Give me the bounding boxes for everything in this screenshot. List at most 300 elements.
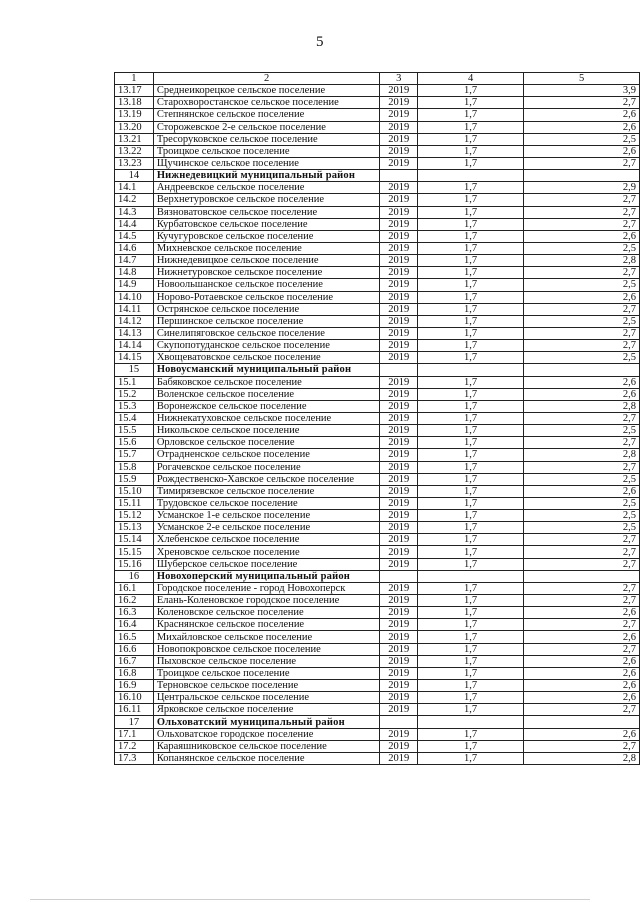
settlement-name-cell: Копанянское сельское поселение [153, 752, 380, 764]
table-row [115, 667, 640, 679]
share-cell: 1,7 [418, 497, 524, 509]
settlement-name-cell: Терновское сельское поселение [153, 680, 380, 692]
table-row [115, 157, 640, 169]
share-cell: 1,7 [418, 437, 524, 449]
share-cell: 1,7 [418, 279, 524, 291]
table-row [115, 303, 640, 315]
settlement-name-cell: Тресоруковское сельское поселение [153, 133, 380, 145]
value-cell: 2,6 [524, 692, 640, 704]
settlement-name-cell: Нижнекатуховское сельское поселение [153, 412, 380, 424]
year-cell: 2019 [380, 692, 418, 704]
settlement-name-cell: Новоольшанское сельское поселение [153, 279, 380, 291]
year-cell: 2019 [380, 133, 418, 145]
row-number-cell: 13.21 [115, 133, 154, 145]
row-number-cell: 13.20 [115, 121, 154, 133]
year-cell: 2019 [380, 121, 418, 133]
table-row [115, 206, 640, 218]
year-cell: 2019 [380, 704, 418, 716]
settlement-name-cell: Тимирязевское сельское поселение [153, 485, 380, 497]
year-cell: 2019 [380, 449, 418, 461]
year-cell: 2019 [380, 145, 418, 157]
share-cell: 1,7 [418, 352, 524, 364]
table-row [115, 97, 640, 109]
column-header-2: 2 [153, 73, 380, 85]
value-cell: 2,7 [524, 643, 640, 655]
row-number-cell: 13.18 [115, 97, 154, 109]
value-cell: 2,5 [524, 497, 640, 509]
share-cell: 1,7 [418, 534, 524, 546]
share-cell: 1,7 [418, 740, 524, 752]
row-number-cell: 14.7 [115, 255, 154, 267]
row-number-cell: 15.12 [115, 510, 154, 522]
settlement-name-cell: Троицкое сельское поселение [153, 145, 380, 157]
value-cell: 2,7 [524, 704, 640, 716]
value-cell: 2,7 [524, 157, 640, 169]
row-number-cell: 15.16 [115, 558, 154, 570]
value-cell: 2,6 [524, 680, 640, 692]
share-cell: 1,7 [418, 242, 524, 254]
table-body [115, 85, 640, 765]
settlement-name-cell: Андреевское сельское поселение [153, 182, 380, 194]
value-cell: 2,5 [524, 352, 640, 364]
value-cell: 2,6 [524, 121, 640, 133]
value-cell: 2,7 [524, 194, 640, 206]
table-row [115, 607, 640, 619]
year-cell: 2019 [380, 437, 418, 449]
value-cell [524, 170, 640, 182]
table-row [115, 194, 640, 206]
value-cell: 2,5 [524, 522, 640, 534]
value-cell: 2,7 [524, 595, 640, 607]
table-row [115, 230, 640, 242]
settlement-name-cell: Хвощеватовское сельское поселение [153, 352, 380, 364]
value-cell: 3,9 [524, 85, 640, 97]
settlement-name-cell: Рогачевское сельское поселение [153, 461, 380, 473]
table-row [115, 497, 640, 509]
page-bottom-divider [30, 899, 590, 900]
page-number: 5 [316, 34, 324, 50]
table-row [115, 752, 640, 764]
value-cell [524, 716, 640, 728]
year-cell: 2019 [380, 194, 418, 206]
year-cell: 2019 [380, 267, 418, 279]
value-cell: 2,6 [524, 667, 640, 679]
row-number-cell: 14.5 [115, 230, 154, 242]
row-number-cell: 16.3 [115, 607, 154, 619]
share-cell: 1,7 [418, 655, 524, 667]
settlement-name-cell: Усманское 2-е сельское поселение [153, 522, 380, 534]
year-cell: 2019 [380, 740, 418, 752]
settlement-name-cell: Бабяковское сельское поселение [153, 376, 380, 388]
share-cell: 1,7 [418, 461, 524, 473]
settlement-name-cell: Курбатовское сельское поселение [153, 218, 380, 230]
table-row [115, 121, 640, 133]
settlement-name-cell: Хлебенское сельское поселение [153, 534, 380, 546]
value-cell: 2,6 [524, 291, 640, 303]
settlement-name-cell: Нижнедевицкое сельское поселение [153, 255, 380, 267]
column-header-1: 1 [115, 73, 154, 85]
year-cell: 2019 [380, 582, 418, 594]
value-cell: 2,5 [524, 510, 640, 522]
year-cell: 2019 [380, 546, 418, 558]
year-cell: 2019 [380, 473, 418, 485]
settlement-name-cell: Нижнетуровское сельское поселение [153, 267, 380, 279]
row-number-cell: 14.1 [115, 182, 154, 194]
settlement-name-cell: Трудовское сельское поселение [153, 497, 380, 509]
settlement-name-cell: Среднеикорецкое сельское поселение [153, 85, 380, 97]
row-number-cell: 16.11 [115, 704, 154, 716]
year-cell: 2019 [380, 279, 418, 291]
year-cell [380, 170, 418, 182]
value-cell: 2,5 [524, 242, 640, 254]
value-cell: 2,5 [524, 473, 640, 485]
year-cell: 2019 [380, 85, 418, 97]
row-number-cell: 14.6 [115, 242, 154, 254]
year-cell: 2019 [380, 619, 418, 631]
table-row [115, 109, 640, 121]
value-cell [524, 364, 640, 376]
year-cell: 2019 [380, 728, 418, 740]
share-cell: 1,7 [418, 157, 524, 169]
settlement-name-cell: Хреновское сельское поселение [153, 546, 380, 558]
year-cell: 2019 [380, 388, 418, 400]
settlement-name-cell: Скупопотуданское сельское поселение [153, 340, 380, 352]
table-row [115, 704, 640, 716]
settlement-name-cell: Пыховское сельское поселение [153, 655, 380, 667]
year-cell [380, 716, 418, 728]
year-cell: 2019 [380, 752, 418, 764]
table-row [115, 182, 640, 194]
value-cell: 2,5 [524, 315, 640, 327]
table-row [115, 449, 640, 461]
table-row [115, 740, 640, 752]
value-cell: 2,7 [524, 546, 640, 558]
year-cell: 2019 [380, 667, 418, 679]
row-number-cell: 15.10 [115, 485, 154, 497]
share-cell: 1,7 [418, 667, 524, 679]
table-row [115, 315, 640, 327]
share-cell: 1,7 [418, 121, 524, 133]
share-cell: 1,7 [418, 206, 524, 218]
settlement-name-cell: Коленовское сельское поселение [153, 607, 380, 619]
value-cell: 2,6 [524, 485, 640, 497]
settlement-name-cell: Новопокровское сельское поселение [153, 643, 380, 655]
table-row [115, 255, 640, 267]
settlement-name-cell: Михневское сельское поселение [153, 242, 380, 254]
row-number-cell: 14.8 [115, 267, 154, 279]
settlement-name-cell: Краснянское сельское поселение [153, 619, 380, 631]
year-cell [380, 364, 418, 376]
row-number-cell: 15.6 [115, 437, 154, 449]
share-cell: 1,7 [418, 522, 524, 534]
share-cell: 1,7 [418, 631, 524, 643]
row-number-cell: 16.9 [115, 680, 154, 692]
share-cell: 1,7 [418, 194, 524, 206]
table-row [115, 510, 640, 522]
row-number-cell: 14.9 [115, 279, 154, 291]
value-cell: 2,6 [524, 607, 640, 619]
row-number-cell: 13.17 [115, 85, 154, 97]
value-cell: 2,7 [524, 582, 640, 594]
row-number-cell: 17.1 [115, 728, 154, 740]
district-header-row [115, 570, 640, 582]
share-cell: 1,7 [418, 133, 524, 145]
settlement-name-cell: Усманское 1-е сельское поселение [153, 510, 380, 522]
year-cell: 2019 [380, 242, 418, 254]
row-number-cell: 15.8 [115, 461, 154, 473]
table-row [115, 437, 640, 449]
year-cell: 2019 [380, 485, 418, 497]
share-cell [418, 170, 524, 182]
share-cell: 1,7 [418, 315, 524, 327]
value-cell: 2,6 [524, 631, 640, 643]
settlement-name-cell: Вязноватовское сельское поселение [153, 206, 380, 218]
year-cell: 2019 [380, 218, 418, 230]
year-cell: 2019 [380, 522, 418, 534]
table-row [115, 340, 640, 352]
settlements-table [114, 72, 640, 765]
settlement-name-cell: Першинское сельское поселение [153, 315, 380, 327]
settlement-name-cell: Старохворостанское сельское поселение [153, 97, 380, 109]
settlement-name-cell: Синелипяговское сельское поселение [153, 327, 380, 339]
year-cell: 2019 [380, 291, 418, 303]
row-number-cell: 15.13 [115, 522, 154, 534]
year-cell: 2019 [380, 97, 418, 109]
column-header-4: 4 [418, 73, 524, 85]
table-row [115, 546, 640, 558]
settlement-name-cell: Никольское сельское поселение [153, 425, 380, 437]
table-row [115, 728, 640, 740]
share-cell: 1,7 [418, 97, 524, 109]
year-cell: 2019 [380, 340, 418, 352]
row-number-cell: 14.13 [115, 327, 154, 339]
year-cell: 2019 [380, 655, 418, 667]
settlement-name-cell: Городское поселение - город Новохоперск [153, 582, 380, 594]
value-cell: 2,7 [524, 534, 640, 546]
share-cell: 1,7 [418, 692, 524, 704]
year-cell: 2019 [380, 376, 418, 388]
table-row [115, 631, 640, 643]
column-header-3: 3 [380, 73, 418, 85]
year-cell: 2019 [380, 206, 418, 218]
share-cell: 1,7 [418, 145, 524, 157]
year-cell: 2019 [380, 182, 418, 194]
share-cell: 1,7 [418, 327, 524, 339]
share-cell: 1,7 [418, 728, 524, 740]
year-cell: 2019 [380, 510, 418, 522]
row-number-cell: 15.3 [115, 400, 154, 412]
share-cell: 1,7 [418, 546, 524, 558]
settlement-name-cell: Михайловское сельское поселение [153, 631, 380, 643]
row-number-cell: 16.6 [115, 643, 154, 655]
table-row [115, 291, 640, 303]
row-number-cell: 15.11 [115, 497, 154, 509]
row-number-cell: 15.1 [115, 376, 154, 388]
table-row [115, 522, 640, 534]
share-cell: 1,7 [418, 340, 524, 352]
value-cell: 2,7 [524, 437, 640, 449]
settlement-name-cell: Орловское сельское поселение [153, 437, 380, 449]
value-cell: 2,6 [524, 388, 640, 400]
year-cell: 2019 [380, 230, 418, 242]
share-cell: 1,7 [418, 752, 524, 764]
row-number-cell: 15.9 [115, 473, 154, 485]
share-cell: 1,7 [418, 85, 524, 97]
settlement-name-cell: Норово-Ротаевское сельское поселение [153, 291, 380, 303]
value-cell: 2,6 [524, 109, 640, 121]
value-cell: 2,7 [524, 206, 640, 218]
share-cell [418, 570, 524, 582]
table-row [115, 425, 640, 437]
row-number-cell: 14.2 [115, 194, 154, 206]
value-cell: 2,7 [524, 412, 640, 424]
share-cell: 1,7 [418, 619, 524, 631]
settlement-name-cell: Верхнетуровское сельское поселение [153, 194, 380, 206]
row-number-cell: 17.2 [115, 740, 154, 752]
row-number-cell: 17 [115, 716, 154, 728]
row-number-cell: 14.12 [115, 315, 154, 327]
district-name-cell: Ольховатский муниципальный район [153, 716, 380, 728]
settlement-name-cell: Ярковское сельское поселение [153, 704, 380, 716]
value-cell [524, 570, 640, 582]
settlement-name-cell: Шуберское сельское поселение [153, 558, 380, 570]
settlement-name-cell: Отрадненское сельское поселение [153, 449, 380, 461]
year-cell: 2019 [380, 461, 418, 473]
settlement-name-cell: Воронежское сельское поселение [153, 400, 380, 412]
value-cell: 2,7 [524, 740, 640, 752]
share-cell: 1,7 [418, 218, 524, 230]
row-number-cell: 15.7 [115, 449, 154, 461]
year-cell: 2019 [380, 352, 418, 364]
row-number-cell: 16.1 [115, 582, 154, 594]
table-row [115, 643, 640, 655]
value-cell: 2,5 [524, 425, 640, 437]
share-cell [418, 364, 524, 376]
table-row [115, 619, 640, 631]
year-cell: 2019 [380, 109, 418, 121]
value-cell: 2,8 [524, 752, 640, 764]
row-number-cell: 14.15 [115, 352, 154, 364]
settlement-name-cell: Кучугуровское сельское поселение [153, 230, 380, 242]
row-number-cell: 15.2 [115, 388, 154, 400]
value-cell: 2,7 [524, 619, 640, 631]
row-number-cell: 13.19 [115, 109, 154, 121]
year-cell: 2019 [380, 400, 418, 412]
table-row [115, 582, 640, 594]
row-number-cell: 16.8 [115, 667, 154, 679]
year-cell: 2019 [380, 425, 418, 437]
share-cell: 1,7 [418, 376, 524, 388]
row-number-cell: 15.4 [115, 412, 154, 424]
row-number-cell: 16.2 [115, 595, 154, 607]
share-cell: 1,7 [418, 680, 524, 692]
table-row [115, 327, 640, 339]
row-number-cell: 16.4 [115, 619, 154, 631]
row-number-cell: 14.11 [115, 303, 154, 315]
table-row [115, 534, 640, 546]
district-header-row [115, 364, 640, 376]
row-number-cell: 15.14 [115, 534, 154, 546]
row-number-cell: 15 [115, 364, 154, 376]
table-row [115, 400, 640, 412]
share-cell: 1,7 [418, 558, 524, 570]
share-cell [418, 716, 524, 728]
table-row [115, 279, 640, 291]
district-header-row [115, 170, 640, 182]
year-cell: 2019 [380, 607, 418, 619]
row-number-cell: 14.4 [115, 218, 154, 230]
table-row [115, 242, 640, 254]
table-row [115, 461, 640, 473]
table-row [115, 558, 640, 570]
value-cell: 2,8 [524, 449, 640, 461]
value-cell: 2,9 [524, 182, 640, 194]
year-cell: 2019 [380, 558, 418, 570]
share-cell: 1,7 [418, 230, 524, 242]
row-number-cell: 16 [115, 570, 154, 582]
row-number-cell: 17.3 [115, 752, 154, 764]
year-cell: 2019 [380, 255, 418, 267]
value-cell: 2,6 [524, 230, 640, 242]
year-cell: 2019 [380, 631, 418, 643]
year-cell: 2019 [380, 412, 418, 424]
table-row [115, 352, 640, 364]
row-number-cell: 14.14 [115, 340, 154, 352]
share-cell: 1,7 [418, 109, 524, 121]
share-cell: 1,7 [418, 412, 524, 424]
value-cell: 2,7 [524, 558, 640, 570]
year-cell: 2019 [380, 680, 418, 692]
settlement-name-cell: Сторожевское 2-е сельское поселение [153, 121, 380, 133]
district-name-cell: Нижнедевицкий муниципальный район [153, 170, 380, 182]
share-cell: 1,7 [418, 291, 524, 303]
year-cell [380, 570, 418, 582]
table-row [115, 485, 640, 497]
district-header-row [115, 716, 640, 728]
share-cell: 1,7 [418, 267, 524, 279]
value-cell: 2,7 [524, 340, 640, 352]
share-cell: 1,7 [418, 182, 524, 194]
table-row [115, 412, 640, 424]
value-cell: 2,7 [524, 218, 640, 230]
value-cell: 2,7 [524, 461, 640, 473]
column-number-row [115, 73, 640, 85]
year-cell: 2019 [380, 327, 418, 339]
row-number-cell: 15.15 [115, 546, 154, 558]
settlement-name-cell: Елань-Коленовское городское поселение [153, 595, 380, 607]
column-header-5: 5 [524, 73, 640, 85]
value-cell: 2,6 [524, 655, 640, 667]
table-row [115, 655, 640, 667]
share-cell: 1,7 [418, 704, 524, 716]
district-name-cell: Новохоперский муниципальный район [153, 570, 380, 582]
table-row [115, 376, 640, 388]
settlement-name-cell: Ольховатское городское поселение [153, 728, 380, 740]
row-number-cell: 14.3 [115, 206, 154, 218]
value-cell: 2,5 [524, 133, 640, 145]
value-cell: 2,7 [524, 97, 640, 109]
year-cell: 2019 [380, 497, 418, 509]
share-cell: 1,7 [418, 485, 524, 497]
settlement-name-cell: Троицкое сельское поселение [153, 667, 380, 679]
share-cell: 1,7 [418, 303, 524, 315]
table-row [115, 692, 640, 704]
value-cell: 2,7 [524, 267, 640, 279]
share-cell: 1,7 [418, 510, 524, 522]
value-cell: 2,8 [524, 255, 640, 267]
value-cell: 2,7 [524, 303, 640, 315]
table-row [115, 388, 640, 400]
